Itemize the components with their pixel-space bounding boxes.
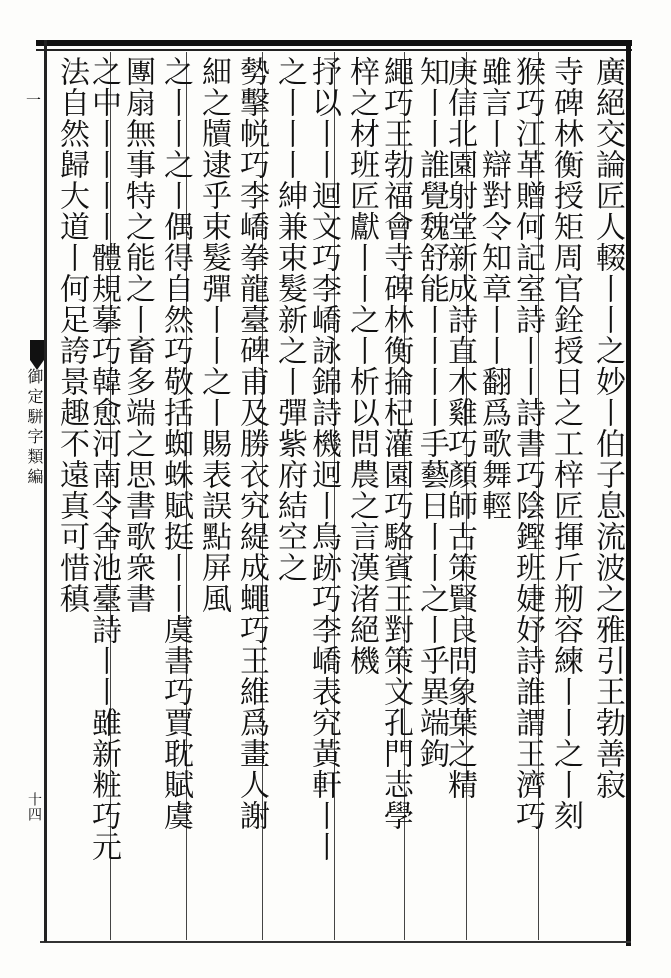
text-column: 細之牘逮乎束髮彈丨丨之丨賜表誤點屏風	[196, 56, 231, 614]
text-column: 廣絕交論匠人輟丨丨之妙丨伯子息流波之雅引王勃善寂	[590, 56, 625, 800]
text-column: 梓之材班匠獻丨丨之丨析以問農之言漢渚絕機	[344, 56, 379, 676]
fishtail-mark	[30, 340, 44, 360]
top-border-inner	[36, 49, 632, 51]
text-column: 繩巧王勃福會寺碑林衡掄杞灌園巧駱賓王對策文孔門志學	[378, 56, 413, 831]
left-border	[44, 40, 47, 942]
text-column: 之中丨丨丨丨體規摹巧韓愈河南令舍池臺詩丨丨雖新粧巧元	[86, 56, 121, 862]
text-column: 團扇無事特之能之丨畜多端之思書歌衆書	[120, 56, 155, 614]
text-column: 之丨丨丨紳兼束髮新之丨彈紫府結空之	[272, 56, 307, 583]
block-margin	[0, 40, 44, 942]
text-column: 猴巧江革贈何記室詩丨丨詩書巧陰鏗班婕妤詩誰謂王濟巧	[510, 56, 545, 831]
text-column: 法自然歸大道丨何足誇景趣不遠真可惜稹	[54, 56, 89, 614]
text-column: 抒以丨丨迴文巧李嶠詠錦詩機迥丨鳥跡巧李嶠表究黃軒丨丨	[306, 56, 341, 862]
text-column: 雖言丨辯對令知章丨丨翻爲歌舞輕	[476, 56, 511, 521]
text-column: 知丨丨誰覺魏舒能丨丨丨丨手藝日丨丨之丨乎異端鉤	[414, 56, 449, 769]
text-column: 勢擊帨巧李嶠拳龍臺碑甫及勝衣究緹成蠅巧王維爲畫人謝	[234, 56, 269, 831]
top-border	[36, 40, 632, 46]
text-column: 庚信北園射堂新成詩直木雞巧顏師古策賢良問象葉之精	[442, 56, 477, 800]
margin-head-mark: 一	[24, 92, 42, 109]
text-column: 之丨丨之丨偶得自然巧敬括蜘蛛賦挺丨丨虞書巧賈耽賦虞	[158, 56, 193, 831]
text-column: 寺碑林衡授矩周官銓授日之工梓匠揮斤剏容練丨丨之丨刻	[548, 56, 583, 831]
book-title: 御定駢字類編	[25, 368, 44, 488]
page-number: 十四	[26, 792, 42, 822]
bottom-border	[40, 941, 631, 943]
